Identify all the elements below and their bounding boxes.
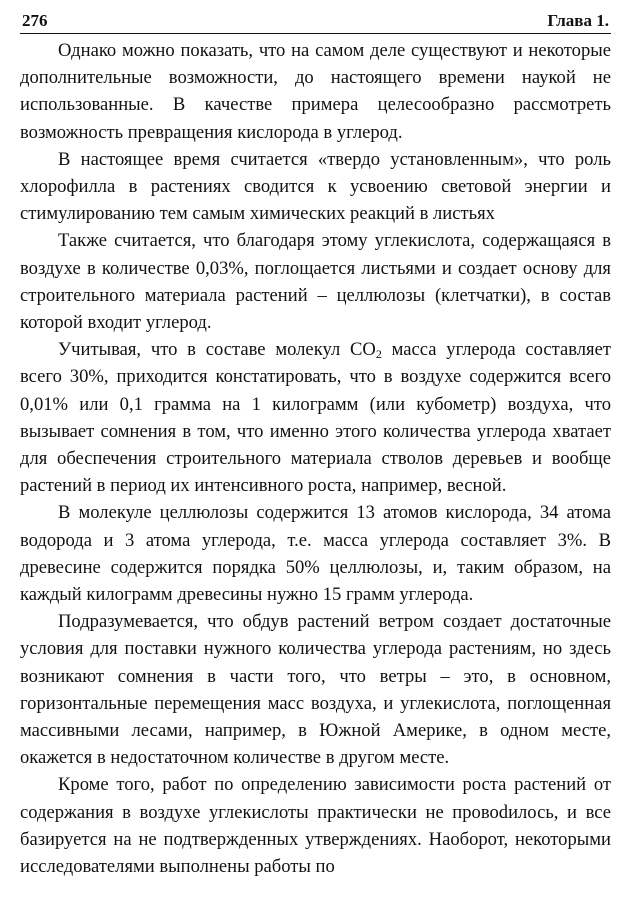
chapter-title: Глава 1. (547, 11, 609, 30)
paragraph-3: Также считается, что благодаря этому углекислота, содержащаяся в воздухе в количестве 0,03%, поглощается листьями и создает основу для строительного материала растений – целлюлозы (клетчатки), в состав которой входит углерод. (20, 230, 611, 334)
body-text (20, 37, 611, 880)
running-header (20, 10, 611, 34)
page-number: 276 (22, 11, 48, 30)
paragraph-4 (20, 336, 611, 499)
paragraph-1: Однако можно показать, что на самом деле существуют и некоторые дополнительные возможности, до настоящего времени наукой не использованные. В качестве примера целесообразно рассмотреть возможность превращения кислорода в углерод. (20, 40, 611, 143)
paragraph-6: Подразумевается, что обдув растений ветром создает достаточные условия для поставки нужного количества углерода растениям, но здесь возникают сомнения в части того, что ветры – это, в основном, горизонтальные перемещения масс воздуха, и углекислота, поглощенная массивными лесами, например, в Южной Америке, в одном месте, окажется в недостаточном количестве в другом месте. (20, 611, 611, 769)
co2-subscript: 2 (375, 347, 382, 362)
paragraph-4-end: масса углерода составляет всего 30%, приходится констатировать, что в воздухе содержится всего 0,01% или 0,1 грамма на 1 килограмм (или кубометр) воздуха, что вызывает сомнения в том, что именно этого количества углерода хватает для обеспечения строительного материала стволов деревьев и вообще растений в период их интенсивного роста, например, весной. (20, 339, 611, 497)
paragraph-2: В настоящее время считается «твердо установленным», что роль хлорофилла в растениях сводится к усвоению световой энергии и стимулированию тем самым химических реакций в листьях (20, 148, 611, 225)
paragraph-5: В молекуле целлюлозы содержится 13 атомов кислорода, 34 атома водорода и 3 атома углерода, т.е. масса углерода составляет 3%. В древесине содержится порядка 50% целлюлозы, и, таким образом, на каждый килограмм древесины нужно 15 грамм углерода. (20, 502, 611, 606)
book-page (20, 10, 611, 880)
paragraph-4-start: Учитывая, что в составе молекул CO (58, 339, 376, 361)
paragraph-7: Кроме того, работ по определению зависимости роста растений от содержания в воздухе углекислоты практически не провоdилось, и все базируется на не подтвержденных утверждениях. Наоборот, некоторыми исследователями выполнены работы по (20, 774, 611, 878)
